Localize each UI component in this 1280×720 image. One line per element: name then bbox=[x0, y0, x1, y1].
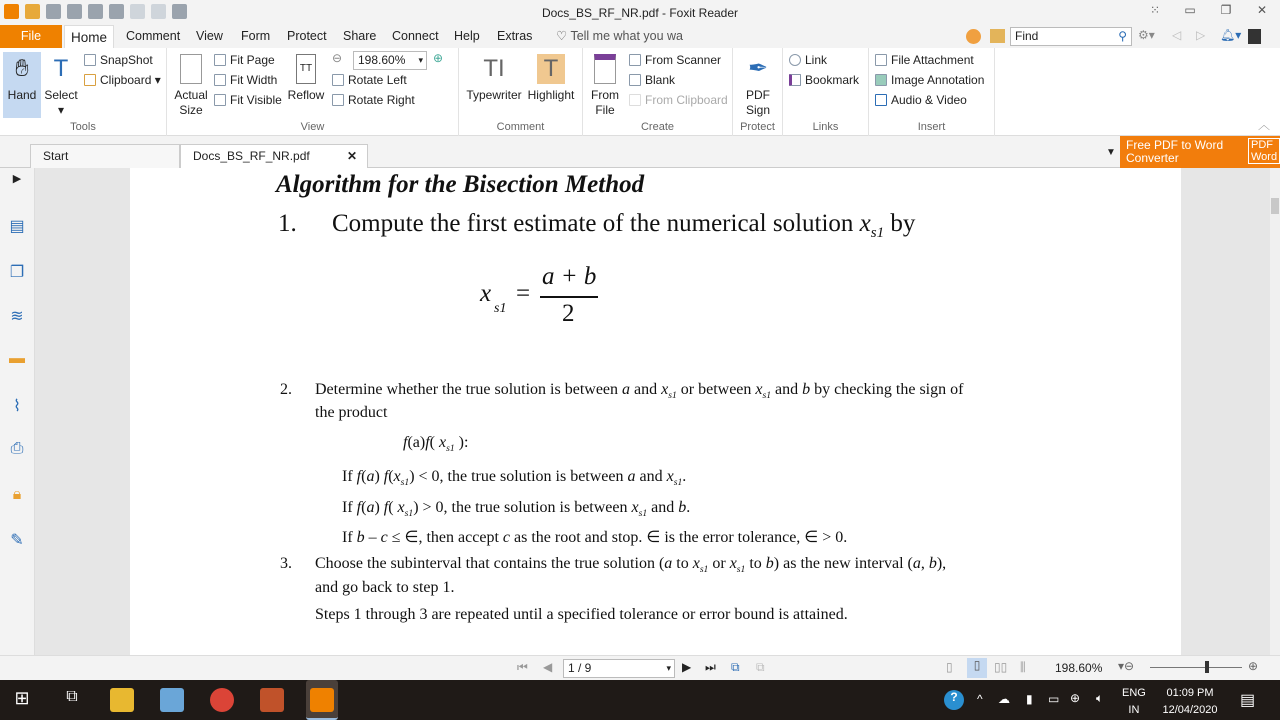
math-symbol: a bbox=[366, 468, 375, 485]
subscript: s1 bbox=[736, 564, 746, 576]
algorithm-heading: Algorithm for the Bisection Method bbox=[276, 171, 645, 198]
rotate-right-icon bbox=[332, 94, 344, 106]
math-symbol: x bbox=[631, 499, 639, 516]
from-file-label: From bbox=[591, 88, 619, 102]
attachments-panel-icon[interactable]: ⌇ bbox=[13, 398, 21, 415]
step-2-number: 2. bbox=[280, 381, 292, 398]
lightbulb-icon: ♡ bbox=[556, 29, 571, 43]
typewriter-label: Typewriter bbox=[466, 88, 522, 102]
matlab-icon[interactable] bbox=[260, 688, 284, 712]
snapshot-label: SnapShot bbox=[100, 53, 153, 67]
tab-extras[interactable]: Extras bbox=[497, 29, 533, 43]
file-attachment-button[interactable] bbox=[875, 50, 974, 70]
audio-video-label: Audio & Video bbox=[891, 93, 967, 107]
usb-icon[interactable]: ▮ bbox=[1026, 692, 1033, 706]
formula-equals: = bbox=[516, 280, 531, 307]
links-group-label: Links bbox=[812, 121, 839, 133]
subscript: s1 bbox=[673, 477, 683, 489]
text-run: and bbox=[647, 499, 679, 516]
insert-group-label: Insert bbox=[917, 121, 946, 133]
grid-icon[interactable]: ⁙ bbox=[1149, 3, 1161, 17]
clipboard-button[interactable]: Clipboard ▾ bbox=[84, 70, 161, 90]
tools-panel-icon[interactable]: ✎ bbox=[10, 532, 24, 549]
math-symbol: f bbox=[356, 499, 362, 516]
zoom-in-button[interactable]: ⊕ bbox=[1248, 659, 1259, 673]
comment-group-label: Comment bbox=[496, 121, 545, 133]
text-run: ) > 0, the true solution is between bbox=[413, 499, 632, 516]
badge-word: Word bbox=[1251, 151, 1278, 163]
tab-connect[interactable]: Connect bbox=[392, 29, 439, 43]
link-label: Link bbox=[805, 53, 828, 67]
network-icon[interactable]: ⊕ bbox=[1070, 691, 1081, 705]
dropdown-arrow-icon: ▾ bbox=[418, 55, 423, 65]
tell-me-box[interactable] bbox=[550, 25, 689, 48]
text-run: ) bbox=[374, 499, 384, 516]
find-input[interactable] bbox=[1010, 27, 1132, 46]
step-1-by: by bbox=[890, 210, 916, 237]
rotate-left-button[interactable] bbox=[332, 70, 407, 90]
text-run: . bbox=[682, 468, 687, 485]
previous-view-icon[interactable]: ⧉ bbox=[731, 660, 740, 674]
tab-current-document[interactable] bbox=[180, 144, 368, 168]
blank-button[interactable] bbox=[629, 70, 675, 90]
subscript: s1 bbox=[699, 564, 709, 576]
language-indicator[interactable] bbox=[1122, 685, 1146, 719]
reflow-label: Reflow bbox=[287, 88, 325, 102]
file-explorer-icon[interactable] bbox=[110, 688, 134, 712]
file-attachment-label: File Attachment bbox=[891, 53, 974, 67]
step-1-text bbox=[332, 210, 915, 242]
layers-panel-icon[interactable]: ≋ bbox=[10, 308, 24, 325]
link-button[interactable] bbox=[789, 50, 827, 70]
pages-panel-icon[interactable]: ❐ bbox=[9, 264, 25, 281]
pdf-to-word-promo[interactable] bbox=[1120, 136, 1280, 168]
protect-group-label: Protect bbox=[740, 121, 775, 133]
pen-sign-icon: ✒︎ bbox=[747, 55, 769, 82]
step-3-line-1 bbox=[315, 555, 946, 575]
fit-width-label: Fit Width bbox=[230, 73, 278, 87]
image-icon bbox=[875, 74, 887, 86]
globe-link-icon bbox=[789, 54, 801, 66]
bookmark-label: Bookmark bbox=[805, 73, 860, 87]
clock-date: 12/04/2020 bbox=[1162, 704, 1218, 716]
help-icon[interactable]: ? bbox=[944, 690, 964, 710]
text-run: ) as the new interval ( bbox=[773, 555, 913, 572]
last-page-icon[interactable]: ⏭ bbox=[705, 660, 716, 674]
math-symbol: x bbox=[439, 434, 447, 451]
hand-label: Hand bbox=[7, 88, 37, 102]
app-icon[interactable] bbox=[160, 688, 184, 712]
links-group bbox=[783, 48, 869, 136]
text-run: and bbox=[635, 468, 667, 485]
task-view-icon[interactable]: ⧉ bbox=[66, 688, 78, 705]
fit-visible-button[interactable] bbox=[214, 90, 282, 110]
math-symbol: x bbox=[661, 381, 669, 398]
actual-size-label: Actual bbox=[174, 88, 208, 102]
continuous-facing-icon[interactable]: ⫼ bbox=[1020, 660, 1026, 674]
tab-home[interactable]: Home bbox=[64, 25, 114, 48]
document-viewer[interactable] bbox=[35, 168, 1270, 655]
math-symbol: c bbox=[502, 529, 510, 546]
blank-label: Blank bbox=[645, 73, 676, 87]
facing-pages-icon[interactable]: ▯▯ bbox=[994, 660, 1008, 674]
text-run: ≤ ∈, then accept bbox=[387, 529, 503, 546]
final-note: Steps 1 through 3 are repeated until a specified tolerance or error bound is attained. bbox=[315, 606, 848, 623]
volume-icon[interactable]: 🔈︎ bbox=[1096, 691, 1104, 705]
math-symbol: f bbox=[425, 434, 430, 451]
text-run: , bbox=[920, 555, 929, 572]
folder-search-icon[interactable] bbox=[990, 29, 1005, 43]
rotate-right-label: Rotate Right bbox=[348, 93, 415, 107]
back-icon[interactable]: ◁ bbox=[1172, 28, 1182, 42]
tab-view[interactable]: View bbox=[196, 29, 223, 43]
signature-panel-icon[interactable]: ⎙ bbox=[10, 440, 24, 457]
text-run: or bbox=[708, 555, 730, 572]
tab-comment[interactable]: Comment bbox=[126, 29, 181, 43]
text-run: to bbox=[672, 555, 693, 572]
tab-start[interactable] bbox=[30, 144, 180, 168]
show-hidden-icons[interactable]: ^ bbox=[977, 692, 983, 706]
document-tab-label: Docs_BS_RF_NR.pdf bbox=[193, 149, 310, 163]
highlight-label: Highlight bbox=[527, 88, 575, 102]
from-scanner-label: From Scanner bbox=[645, 53, 722, 67]
navigation-sidebar bbox=[0, 168, 35, 655]
tab-help[interactable]: Help bbox=[454, 29, 480, 43]
text-run: ( bbox=[429, 434, 439, 451]
tab-protect[interactable]: Protect bbox=[287, 29, 327, 43]
hand-button[interactable] bbox=[3, 52, 41, 118]
actual-size-button[interactable] bbox=[173, 52, 209, 118]
clipboard-icon bbox=[629, 94, 641, 106]
from-file-icon bbox=[594, 54, 616, 84]
region-code: IN bbox=[1128, 704, 1140, 716]
text-run: ), bbox=[936, 555, 947, 572]
fit-visible-label: Fit Visible bbox=[230, 93, 282, 107]
math-symbol: a bbox=[627, 468, 636, 485]
text-run: ) < 0, the true solution is between bbox=[409, 468, 628, 485]
dropdown-arrow-icon: ▾ bbox=[666, 663, 671, 673]
formula-numerator: a + b bbox=[542, 263, 597, 290]
from-clipboard-label: From Clipboard bbox=[645, 93, 728, 107]
text-run: ( bbox=[388, 468, 394, 485]
math-symbol: a bbox=[622, 381, 631, 398]
math-symbol: b bbox=[356, 529, 365, 546]
tab-list-dropdown-icon[interactable]: ▼ bbox=[1106, 147, 1116, 158]
image-annotation-button[interactable] bbox=[875, 70, 984, 90]
step-1-subscript: s1 bbox=[870, 225, 885, 241]
highlight-icon: T bbox=[537, 54, 565, 84]
ribbon bbox=[0, 48, 1280, 136]
clock-time: 01:09 PM bbox=[1166, 687, 1214, 699]
math-symbol: f bbox=[383, 468, 389, 485]
forward-icon[interactable]: ▷ bbox=[1196, 28, 1206, 42]
step-2-line-2: the product bbox=[315, 404, 388, 421]
text-run: (a) bbox=[407, 434, 426, 451]
bookmark-button[interactable] bbox=[789, 70, 859, 90]
formula-lhs-subscript: s1 bbox=[494, 301, 507, 316]
text-run: If bbox=[342, 499, 357, 516]
pdf-word-badge bbox=[1248, 138, 1280, 164]
text-run: ( bbox=[361, 499, 367, 516]
first-page-icon[interactable]: ⏮ bbox=[517, 660, 528, 674]
vertical-scrollbar[interactable] bbox=[1270, 168, 1280, 655]
settings-icon[interactable]: ⚙▾ bbox=[1138, 28, 1155, 42]
step-3-line-2: and go back to step 1. bbox=[315, 579, 455, 596]
text-run: . bbox=[686, 499, 691, 516]
from-clipboard-button[interactable] bbox=[629, 90, 728, 110]
create-group-label: Create bbox=[640, 121, 675, 133]
subscript: s1 bbox=[400, 477, 410, 489]
collapse-ribbon-icon[interactable]: ︿ bbox=[1257, 118, 1270, 132]
math-symbol: x bbox=[755, 381, 763, 398]
text-run: to bbox=[745, 555, 766, 572]
start-tab-label: Start bbox=[43, 149, 69, 163]
math-symbol: x bbox=[393, 468, 401, 485]
action-center-icon[interactable]: ▤ bbox=[1240, 692, 1256, 709]
tab-form[interactable]: Form bbox=[241, 29, 271, 43]
start-button[interactable]: ⊞ bbox=[14, 688, 30, 708]
next-view-icon[interactable]: ⧉ bbox=[756, 660, 765, 674]
comment-group bbox=[459, 48, 583, 136]
math-symbol: a bbox=[664, 555, 673, 572]
condition-negative bbox=[342, 468, 686, 488]
battery-icon[interactable]: ▭ bbox=[1048, 692, 1060, 706]
math-symbol: x bbox=[666, 468, 674, 485]
clock[interactable] bbox=[1158, 685, 1222, 719]
snapshot-button[interactable] bbox=[84, 50, 153, 70]
windows-taskbar bbox=[0, 680, 1280, 720]
clipboard-icon bbox=[84, 74, 96, 86]
view-group bbox=[167, 48, 459, 136]
math-symbol: b bbox=[928, 555, 937, 572]
chrome-icon[interactable] bbox=[210, 688, 234, 712]
rotate-left-icon bbox=[332, 74, 344, 86]
subscript: s1 bbox=[762, 390, 772, 402]
from-file-label-2: File bbox=[595, 103, 615, 117]
text-run: ( bbox=[361, 468, 367, 485]
page-number: 1 / 9 bbox=[568, 661, 592, 675]
onedrive-icon[interactable]: ☁ bbox=[998, 692, 1010, 706]
step-1-variable: x bbox=[859, 210, 871, 237]
next-page-icon[interactable]: ▶ bbox=[682, 660, 692, 674]
text-run: and bbox=[630, 381, 662, 398]
status-zoom-value[interactable]: 198.60% bbox=[1055, 661, 1103, 675]
foxit-taskbar-icon[interactable] bbox=[306, 680, 338, 720]
bookmark-icon bbox=[789, 74, 801, 86]
badge-pdf: PDF bbox=[1251, 139, 1273, 151]
step-1-sentence: Compute the first estimate of the numerical solution bbox=[332, 210, 854, 237]
math-symbol: a bbox=[912, 555, 921, 572]
paperclip-icon bbox=[875, 54, 887, 66]
clipboard-label: Clipboard bbox=[100, 73, 152, 87]
text-run: ( bbox=[388, 499, 398, 516]
subscript: s1 bbox=[404, 508, 414, 520]
bookmarks-panel-icon[interactable]: ▤ bbox=[9, 218, 25, 235]
reflow-icon: TT bbox=[296, 54, 316, 84]
math-symbol: c bbox=[380, 529, 388, 546]
blank-page-icon bbox=[629, 74, 641, 86]
text-run: If bbox=[342, 529, 357, 546]
search-icon[interactable]: ⚲ bbox=[1118, 29, 1127, 43]
zoom-select[interactable] bbox=[353, 51, 427, 70]
formula-denominator: 2 bbox=[562, 300, 575, 327]
single-page-icon[interactable]: ▯ bbox=[946, 660, 953, 674]
typewriter-button[interactable] bbox=[464, 52, 524, 103]
title-bar bbox=[0, 0, 1280, 25]
formula-lhs: x bbox=[480, 280, 492, 307]
math-symbol: a bbox=[366, 499, 375, 516]
select-text-icon: T bbox=[53, 55, 69, 82]
bell-icon[interactable]: 🔔︎▾ bbox=[1220, 28, 1242, 42]
pdf-page bbox=[130, 168, 1181, 655]
tools-group-label: Tools bbox=[70, 121, 96, 133]
math-symbol: x bbox=[729, 555, 737, 572]
scrollbar-thumb[interactable] bbox=[1271, 198, 1279, 214]
text-run: by checking the sign of bbox=[810, 381, 964, 398]
camera-icon bbox=[84, 54, 96, 66]
insert-group bbox=[869, 48, 995, 136]
tab-share[interactable]: Share bbox=[343, 29, 377, 43]
rotate-left-label: Rotate Left bbox=[348, 73, 407, 87]
document-tabs bbox=[0, 140, 1280, 168]
film-icon bbox=[875, 94, 887, 106]
protect-group bbox=[733, 48, 783, 136]
hand-icon: ✋︎ bbox=[15, 55, 29, 82]
fit-width-icon bbox=[214, 74, 226, 86]
security-lock-icon[interactable]: 🔒︎ bbox=[12, 486, 22, 503]
math-symbol: b bbox=[765, 555, 774, 572]
text-run: Choose the subinterval that contains the true solution ( bbox=[315, 555, 665, 572]
actual-size-label-2: Size bbox=[179, 103, 203, 117]
fit-width-button[interactable] bbox=[214, 70, 277, 90]
close-tab-icon[interactable]: ✕ bbox=[346, 149, 357, 163]
text-run: as the root and stop. ∈ is the error tolerance, ∈ > 0. bbox=[510, 529, 848, 546]
condition-stop bbox=[342, 527, 847, 547]
status-bar bbox=[0, 655, 1280, 680]
promo-text: Free PDF to Word bbox=[1126, 138, 1224, 152]
zoom-slider-thumb[interactable] bbox=[1205, 661, 1209, 673]
zoom-in-icon[interactable]: ⊕ bbox=[433, 51, 444, 65]
audio-video-button[interactable] bbox=[875, 90, 967, 110]
math-symbol: b bbox=[802, 381, 811, 398]
image-annotation-label: Image Annotation bbox=[891, 73, 985, 87]
highlight-button[interactable] bbox=[525, 52, 577, 103]
zoom-slider[interactable] bbox=[1150, 667, 1242, 668]
tools-group bbox=[0, 48, 167, 136]
text-run: – bbox=[364, 529, 381, 546]
subscript: s1 bbox=[446, 443, 455, 455]
math-symbol: f bbox=[403, 434, 408, 451]
user-icon[interactable] bbox=[1248, 29, 1261, 44]
fit-page-icon bbox=[214, 54, 226, 66]
text-run: ): bbox=[454, 434, 469, 451]
select-label: Select bbox=[44, 88, 78, 102]
previous-page-icon[interactable]: ◀ bbox=[543, 660, 553, 674]
step-1-number: 1. bbox=[278, 210, 297, 237]
zoom-out-button[interactable]: ▾⊖ bbox=[1118, 659, 1135, 673]
tell-me-text: Tell me what you wa bbox=[570, 29, 684, 43]
math-symbol: f bbox=[356, 468, 362, 485]
from-file-button[interactable] bbox=[587, 52, 623, 118]
text-run: ) bbox=[374, 468, 384, 485]
select-button[interactable] bbox=[42, 52, 80, 118]
pdf-sign-button[interactable] bbox=[738, 52, 778, 118]
condition-positive bbox=[342, 499, 690, 519]
math-symbol: x bbox=[397, 499, 405, 516]
math-symbol: x bbox=[692, 555, 700, 572]
promo-text-2: Converter bbox=[1126, 151, 1179, 165]
restore-button[interactable]: ❐ bbox=[1220, 3, 1232, 17]
create-group bbox=[583, 48, 733, 136]
fit-page-label: Fit Page bbox=[230, 53, 275, 67]
window-title: Docs_BS_RF_NR.pdf - Foxit Reader bbox=[541, 6, 739, 20]
typewriter-icon: TI bbox=[483, 55, 505, 82]
text-run: or between bbox=[676, 381, 756, 398]
subscript: s1 bbox=[638, 508, 648, 520]
comments-panel-icon[interactable]: ▬ bbox=[9, 350, 25, 367]
reflow-button[interactable] bbox=[287, 52, 325, 103]
math-symbol: b bbox=[678, 499, 687, 516]
chevron-down-icon: ▾ bbox=[57, 103, 65, 117]
minimize-button[interactable]: ▭ bbox=[1184, 3, 1196, 17]
text-run: and bbox=[771, 381, 803, 398]
rotate-right-button[interactable] bbox=[332, 90, 415, 110]
zoom-value: 198.60% bbox=[358, 53, 406, 67]
expand-panel-icon[interactable]: ▶ bbox=[12, 173, 22, 185]
page-number-input[interactable] bbox=[563, 659, 675, 678]
zoom-out-icon[interactable]: ⊖ bbox=[332, 51, 343, 65]
close-button[interactable]: ✕ bbox=[1256, 3, 1268, 17]
view-group-label: View bbox=[300, 121, 325, 133]
fraction-bar bbox=[540, 296, 598, 298]
fit-page-button[interactable] bbox=[214, 50, 275, 70]
product-expression bbox=[403, 434, 468, 454]
heart-icon[interactable] bbox=[966, 29, 981, 44]
fit-visible-icon bbox=[214, 94, 226, 106]
lang-code: ENG bbox=[1122, 687, 1146, 699]
text-run: Determine whether the true solution is between bbox=[315, 381, 623, 398]
subscript: s1 bbox=[668, 390, 677, 402]
find-placeholder: Find bbox=[1015, 29, 1039, 43]
continuous-page-icon[interactable]: ▯ bbox=[967, 658, 987, 678]
page-icon bbox=[180, 54, 202, 84]
step-3-number: 3. bbox=[280, 555, 292, 572]
step-2-line-1 bbox=[315, 381, 963, 401]
scanner-icon bbox=[629, 54, 641, 66]
math-symbol: f bbox=[383, 499, 389, 516]
from-scanner-button[interactable] bbox=[629, 50, 721, 70]
tab-file[interactable]: File bbox=[0, 25, 62, 48]
pdf-sign-label: PDF bbox=[746, 88, 770, 102]
pdf-sign-label-2: Sign bbox=[745, 103, 771, 117]
text-run: If bbox=[342, 468, 357, 485]
